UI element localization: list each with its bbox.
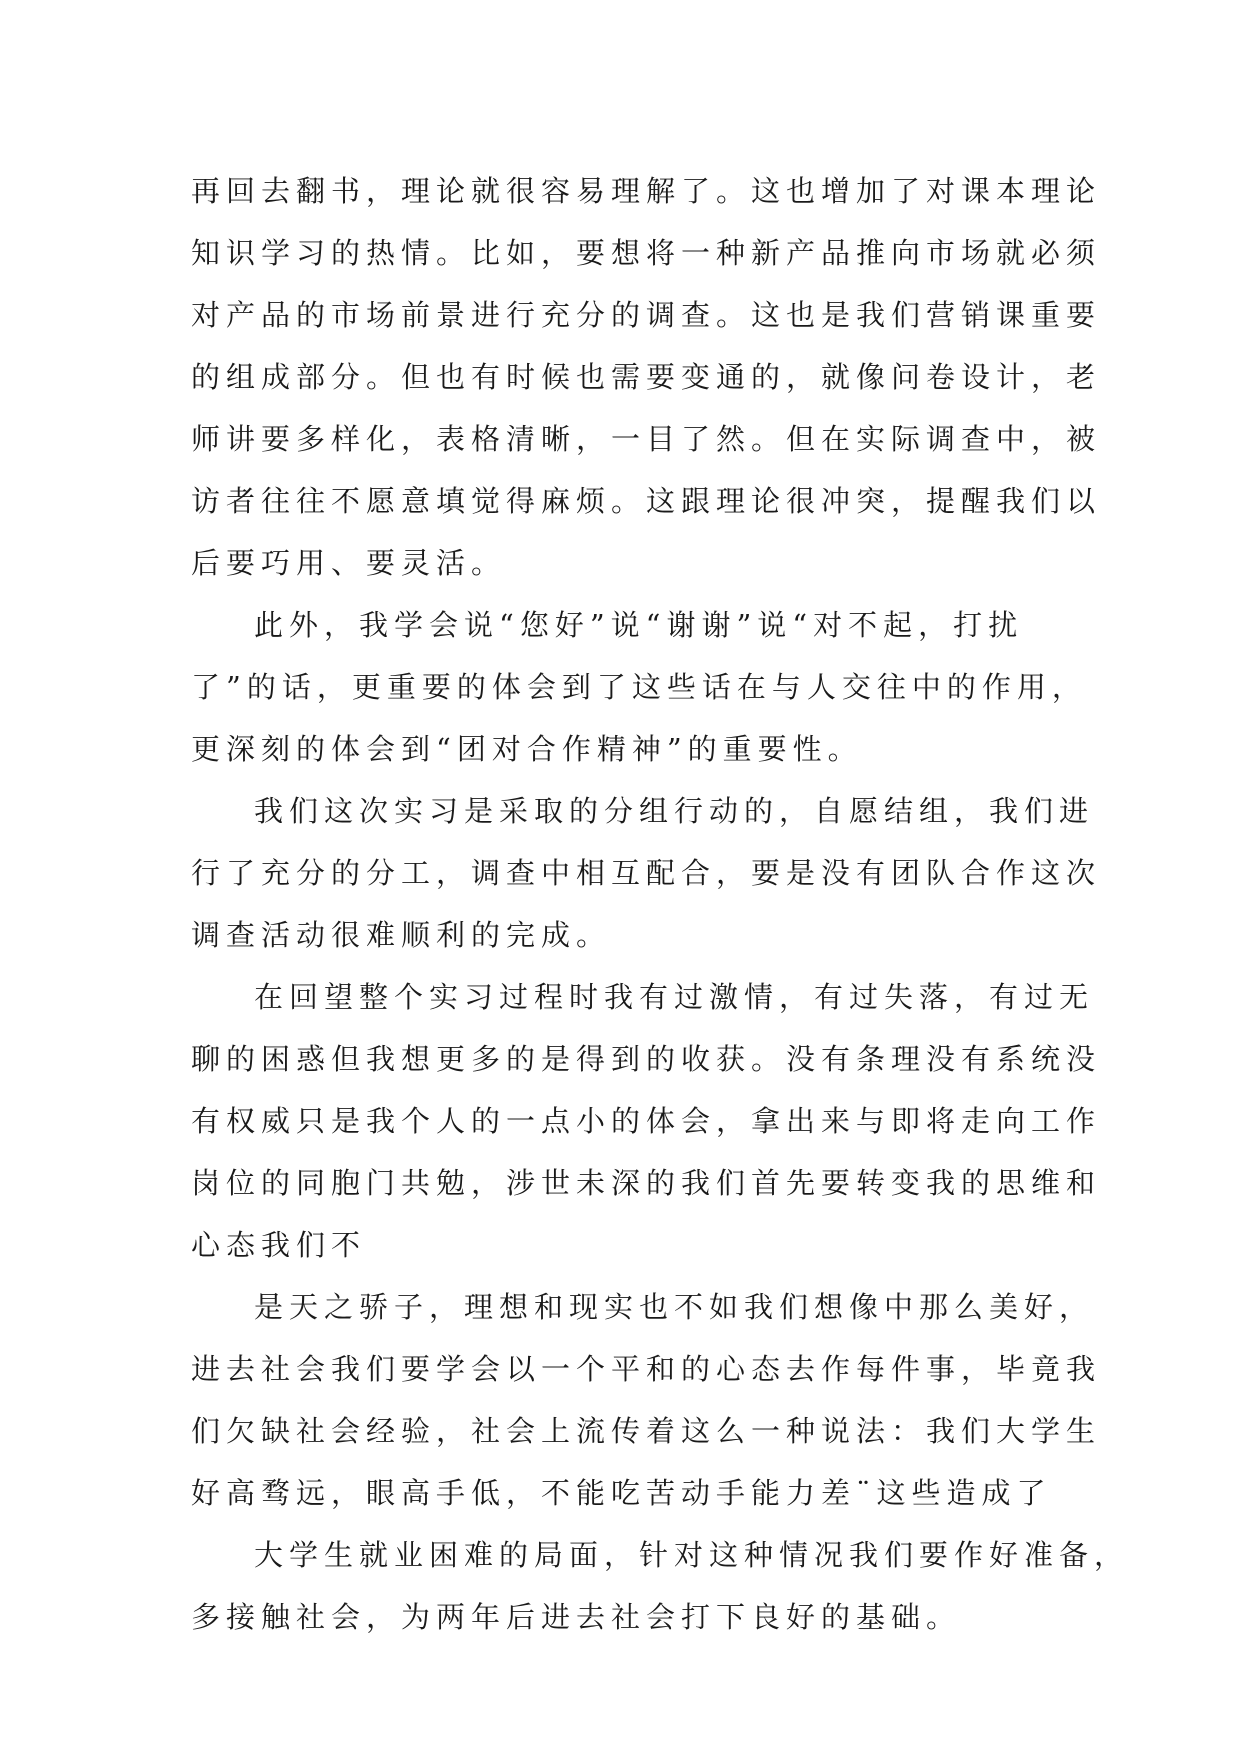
text-line: 了”的话，更重要的体会到了这些话在与人交往中的作用， <box>191 670 1087 704</box>
paragraph-start-line: 是天之骄子，理想和现实也不如我们想像中那么美好， <box>254 1290 1095 1324</box>
text-line: 对产品的市场前景进行充分的调查。这也是我们营销课重要 <box>191 298 1102 332</box>
paragraph-start-line: 大学生就业困难的局面，针对这种情况我们要作好准备， <box>254 1538 1130 1572</box>
text-line: 进去社会我们要学会以一个平和的心态去作每件事，毕竟我 <box>191 1352 1102 1386</box>
text-line: 调查活动很难顺利的完成。 <box>191 918 612 952</box>
text-line: 好高骛远，眼高手低，不能吃苦动手能力差¨这些造成了 <box>191 1476 1052 1510</box>
text-line: 的组成部分。但也有时候也需要变通的，就像问卷设计，老 <box>191 360 1102 394</box>
text-line: 知识学习的热情。比如，要想将一种新产品推向市场就必须 <box>191 236 1102 270</box>
text-line: 师讲要多样化，表格清晰，一目了然。但在实际调查中，被 <box>191 422 1102 456</box>
text-line: 再回去翻书，理论就很容易理解了。这也增加了对课本理论 <box>191 174 1102 208</box>
text-line: 聊的困惑但我想更多的是得到的收获。没有条理没有系统没 <box>191 1042 1102 1076</box>
paragraph-start-line: 在回望整个实习过程时我有过激情，有过失落，有过无 <box>254 980 1095 1014</box>
text-line: 多接触社会，为两年后进去社会打下良好的基础。 <box>191 1600 962 1634</box>
text-line: 访者往往不愿意填觉得麻烦。这跟理论很冲突，提醒我们以 <box>191 484 1102 518</box>
text-line: 行了充分的分工，调查中相互配合，要是没有团队合作这次 <box>191 856 1102 890</box>
paragraph-start-line: 此外，我学会说“您好”说“谢谢”说“对不起，打扰 <box>254 608 1024 642</box>
paragraph-start-line: 我们这次实习是采取的分组行动的，自愿结组，我们进 <box>254 794 1095 828</box>
text-line: 心态我们不 <box>191 1228 367 1262</box>
text-line: 后要巧用、要灵活。 <box>191 546 507 580</box>
document-body <box>191 160 1130 1648</box>
text-line: 更深刻的体会到“团对合作精神”的重要性。 <box>191 732 863 766</box>
text-line: 们欠缺社会经验，社会上流传着这么一种说法：我们大学生 <box>191 1414 1102 1448</box>
text-line: 有权威只是我个人的一点小的体会，拿出来与即将走向工作 <box>191 1104 1102 1138</box>
text-line: 岗位的同胞门共勉，涉世未深的我们首先要转变我的思维和 <box>191 1166 1102 1200</box>
